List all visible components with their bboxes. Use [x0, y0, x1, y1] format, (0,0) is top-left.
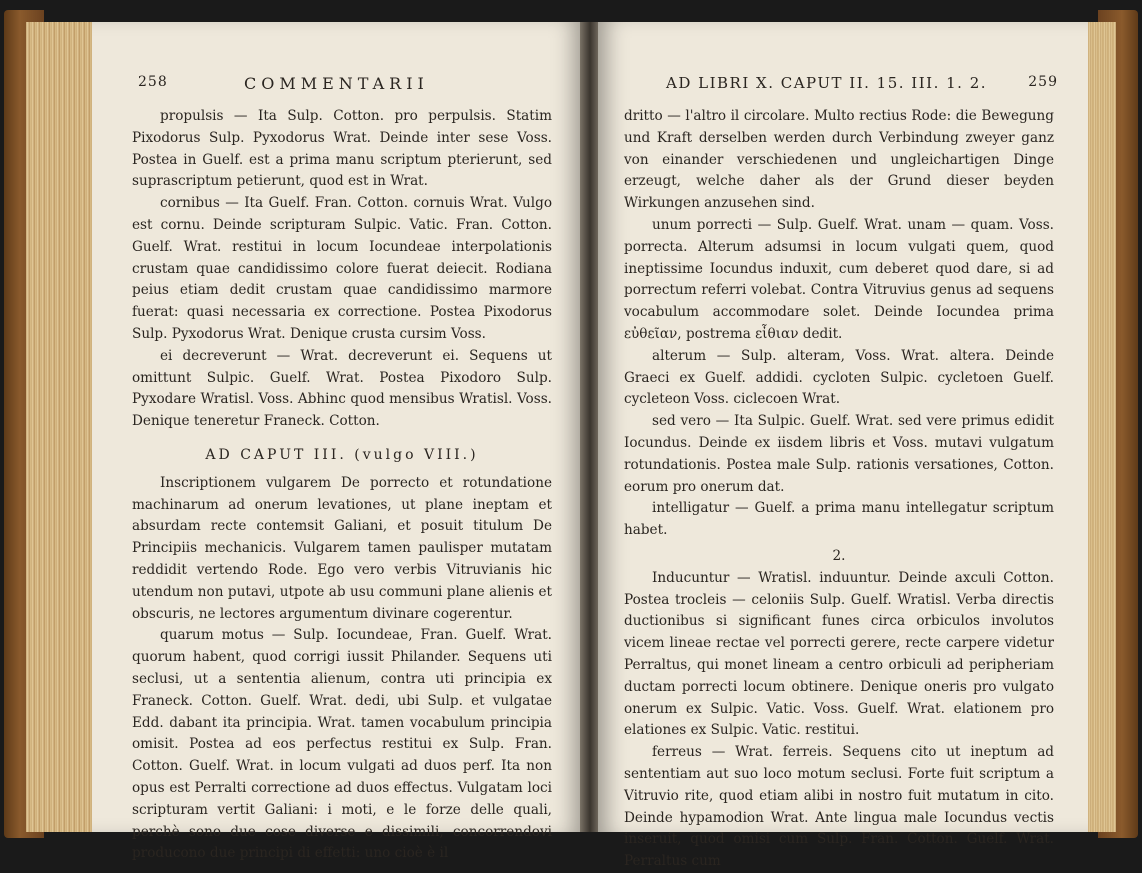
left-page-text — [132, 106, 552, 865]
right-page-text — [624, 106, 1054, 873]
page-edges-left — [26, 22, 96, 832]
section-number: 2. — [832, 547, 846, 564]
left-page-header — [138, 74, 552, 96]
paragraph: cornibus — Ita Guelf. Fran. Cotton. cornuis Wrat. Vulgo est cornu. Deinde scripturam Sulpic. Vatic. Fran. Cotton. Guelf. Wrat. restitui in locum Iocundeae interpolationis crustam quae candidissimo colore fuerat deiecit. Rodiana peius etiam dedit crustam quae candidissimo marmore fuerat: quasi necessaria ex correctione. Postea Pixodorus Sulp. Pyxodorus Wrat. Denique crusta cursim Voss. — [132, 195, 552, 342]
page-edges-right — [1086, 22, 1116, 832]
left-page-number: 258 — [138, 74, 168, 90]
paragraph: ferreus — Wrat. ferreis. Sequens cito ut ineptum ad sententiam aut suo loco motum seclusi. Forte fuit scriptum a Vitruvio rite, quod etiam alibi in nostro fuit mutatum in cito. Deinde hypamodion Wrat. Ante lingua male Iocundus vectis inseruit, quod omisi cum Sulp. Fran. Cotton. Guelf. Wrat. Perraltus cum — [624, 744, 1054, 870]
paragraph: sed vero — Ita Sulpic. Guelf. Wrat. sed vere primus edidit Iocundus. Deinde ex iisdem libris et Voss. mutavi vulgatum rotundationis. Postea male Sulp. rationis versationes, Cotton. eorum pro onerum dat. — [624, 413, 1054, 495]
paragraph: alterum — Sulp. alteram, Voss. Wrat. altera. Deinde Graeci ex Guelf. addidi. cycloten Sulpic. cycletoen Guelf. cycleteon Voss. ciclecoen Wrat. — [624, 347, 1054, 408]
section-heading: AD CAPUT III. (vulgo VIII.) — [205, 446, 479, 463]
left-running-head: COMMENTARII — [244, 74, 429, 93]
paragraph: intelligatur — Guelf. a prima manu intellegatur scriptum habet. — [624, 500, 1054, 539]
paragraph: quarum motus — Sulp. Iocundeae, Fran. Guelf. Wrat. quorum habent, quod corrigi iussit Philander. Sequens uti seclusi, ut a sententia alienum, contra uti principia ex Franeck. Cotton. Guelf. Wrat. dedi, ubi Sulp. et vulgatae Edd. dabant ita principia. Wrat. tamen vocabulum principia omisit. Postea ad eos perfectus restitui ex Sulp. Fran. Cotton. Guelf. Wrat. in locum vulgati ad duos perf. Ita non opus est Perralti correctione ad duos effectus. Vulgatam loci scripturam vertit Galiani: i moti, e le forze delle quali, perchè sono due cose diverse e dissimili, concorrendovi producono due principi di effetti: uno cioè è il — [132, 627, 552, 862]
paragraph: propulsis — Ita Sulp. Cotton. pro perpulsis. Statim Pixodorus Sulp. Pyxodorus Wrat. Deinde inter sese Voss. Postea in Guelf. est a prima manu scriptum pterierunt, sed suprascriptum petierunt, quod est in Wrat. — [132, 108, 552, 190]
right-page — [598, 22, 1088, 870]
paragraph: Inscriptionem vulgarem De porrecto et rotundatione machinarum ad onerum levationes, ut plane ineptam et absurdam recte contemsit Galiani, et posuit titulum De Principiis mechanicis. Vulgarem tamen paulisper mutatam reddidit vertendo Rode. Ego vero verbis Vitruvianis hic utendum non putavi, utpote ab usu communi plane alienis et obscuris, ne lectores argumentum divinare cogerentur. — [132, 474, 552, 622]
paragraph: unum porrecti — Sulp. Guelf. Wrat. unam — quam. Voss. porrecta. Alterum adsumsi in locum vulgati quem, quod ineptissime Iocundus induxit, cum deberet quod dare, si ad porrectum referri volebat. Contra Vitruvius genus ad sequens vocabulum accommodare solet. Deinde Iocundea prima εὐθεῖαν, postrema εἶθιαν dedit. — [624, 216, 1054, 342]
right-page-number: 259 — [1028, 74, 1058, 90]
paragraph: ei decreverunt — Wrat. decreverunt ei. Sequens ut omittunt Sulpic. Guelf. Wrat. Postea Pixodoro Sulp. Pyxodare Wratisl. Voss. Abhinc quod mensibus Wratisl. Voss. Denique teneretur Franeck. Cotton. — [132, 347, 552, 430]
right-page-header — [626, 74, 1058, 96]
paragraph: Inducuntur — Wratisl. induuntur. Deinde axculi Cotton. Postea trocleis — celoniis Sulp. Guelf. Wratisl. Verba directis ductionibus si significant funes circa orbiculos involutos vicem lineae rectae vel porrecti gerere, recte carpere videtur Perraltus, qui monet lineam a centro orbiculi ad peripheriam ductam porrecti locum obtinere. Denique oneris pro vulgato onerum ex Sulpic. Vatic. Voss. Guelf. Wrat. elationem pro elationes ex Sulpic. Vatic. restitui. — [624, 569, 1054, 739]
right-running-head: AD LIBRI X. CAPUT II. 15. III. 1. 2. — [666, 74, 988, 92]
left-page — [92, 22, 582, 862]
book-gutter — [580, 22, 600, 832]
paragraph: dritto — l'altro il circolare. Multo rectius Rode: die Bewegung und Kraft derselben werden durch Verbindung zweyer ganz von einander verschiedenen und ungleichartigen Dinge erzeugt, welche daher als der Grund dieser beyden Wirkungen anzusehen sind. — [624, 108, 1054, 212]
